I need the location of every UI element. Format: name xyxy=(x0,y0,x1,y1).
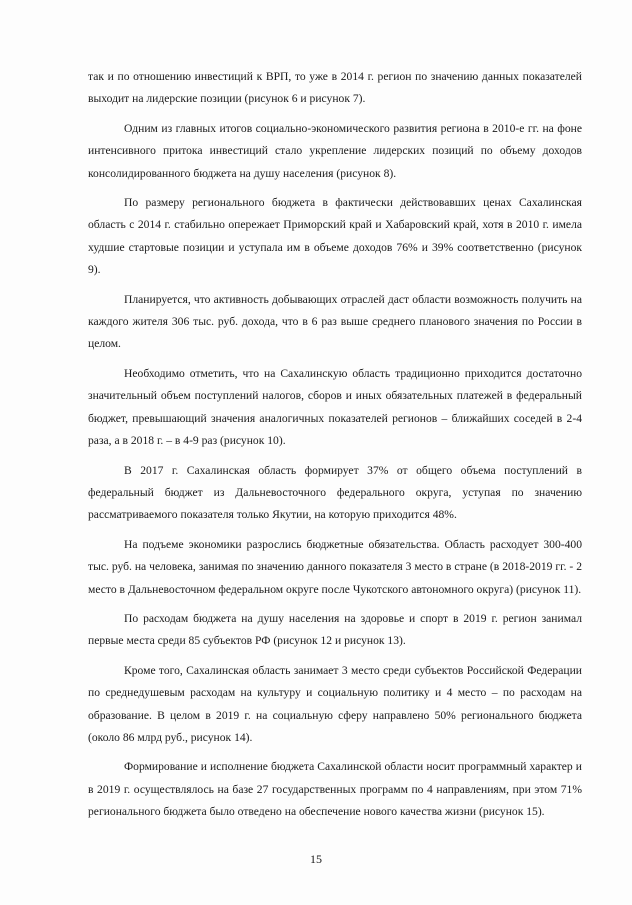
paragraph-6: В 2017 г. Сахалинская область формирует 37% от общего объема поступлений в федеральный бюджет из Дальневосточного федерального округа, уступая по значению рассматриваемого показателя только Якутии, на которую приходится 48%. xyxy=(88,463,582,522)
text-body xyxy=(88,66,582,831)
paragraph-3: По размеру регионального бюджета в фактически действовавших ценах Сахалинская область с 2014 г. стабильно опережает Приморский край и Хабаровский край, хотя в 2010 г. имела худшие стартовые позиции и уступала им в объеме доходов 76% и 39% соответственно (рисунок 9). xyxy=(88,196,582,277)
paragraph-7: На подъеме экономики разрослись бюджетные обязательства. Область расходует 300-400 тыс. руб. на человека, занимая по значению данного показателя 3 место в стране (в 2018-2019 гг. - 2 место в Дальневосточном федеральном округе после Чукотского автономного округа) (рисунок 11). xyxy=(88,537,582,596)
paragraph-2: Одним из главных итогов социально-экономического развития региона в 2010-е гг. на фоне интенсивного притока инвестиций стало укрепление лидерских позиций по объему доходов консолидированного бюджета на душу населения (рисунок 8). xyxy=(88,121,582,180)
paragraph-5: Необходимо отметить, что на Сахалинскую область традиционно приходится достаточно значительный объем поступлений налогов, сборов и иных обязательных платежей в федеральный бюджет, превышающий значения аналогичных показателей регионов – ближайших соседей в 2-4 раза, а в 2018 г. – в 4-9 раз (рисунок 10). xyxy=(88,366,582,448)
paragraph-8: По расходам бюджета на душу населения на здоровье и спорт в 2019 г. регион занимал первые места среди 85 субъектов РФ (рисунок 12 и рисунок 13). xyxy=(88,611,582,648)
paragraph-9: Кроме того, Сахалинская область занимает 3 место среди субъектов Российской Федерации по среднедушевым расходам на культуру и социальную политику и 4 место – по расходам на образование. В целом в 2019 г. на социальную сферу направлено 50% регионального бюджета (около 86 млрд руб., рисунок 14). xyxy=(88,663,582,744)
paragraph-4: Планируется, что активность добывающих отраслей даст области возможность получить на каждого жителя 306 тыс. руб. дохода, что в 6 раз выше среднего планового значения по России в целом. xyxy=(88,292,582,351)
paragraph-10: Формирование и исполнение бюджета Сахалинской области носит программный характер и в 2019 г. осуществлялось на базе 27 государственных программ по 4 направлениям, при этом 71% регионального бюджета было отведено на обеспечение нового качества жизни (рисунок 15). xyxy=(88,760,582,819)
paragraph-1: так и по отношению инвестиций к ВРП, то уже в 2014 г. регион по значению данных показателей выходит на лидерские позиции (рисунок 6 и рисунок 7). xyxy=(88,70,582,106)
page-number: 15 xyxy=(310,852,322,866)
